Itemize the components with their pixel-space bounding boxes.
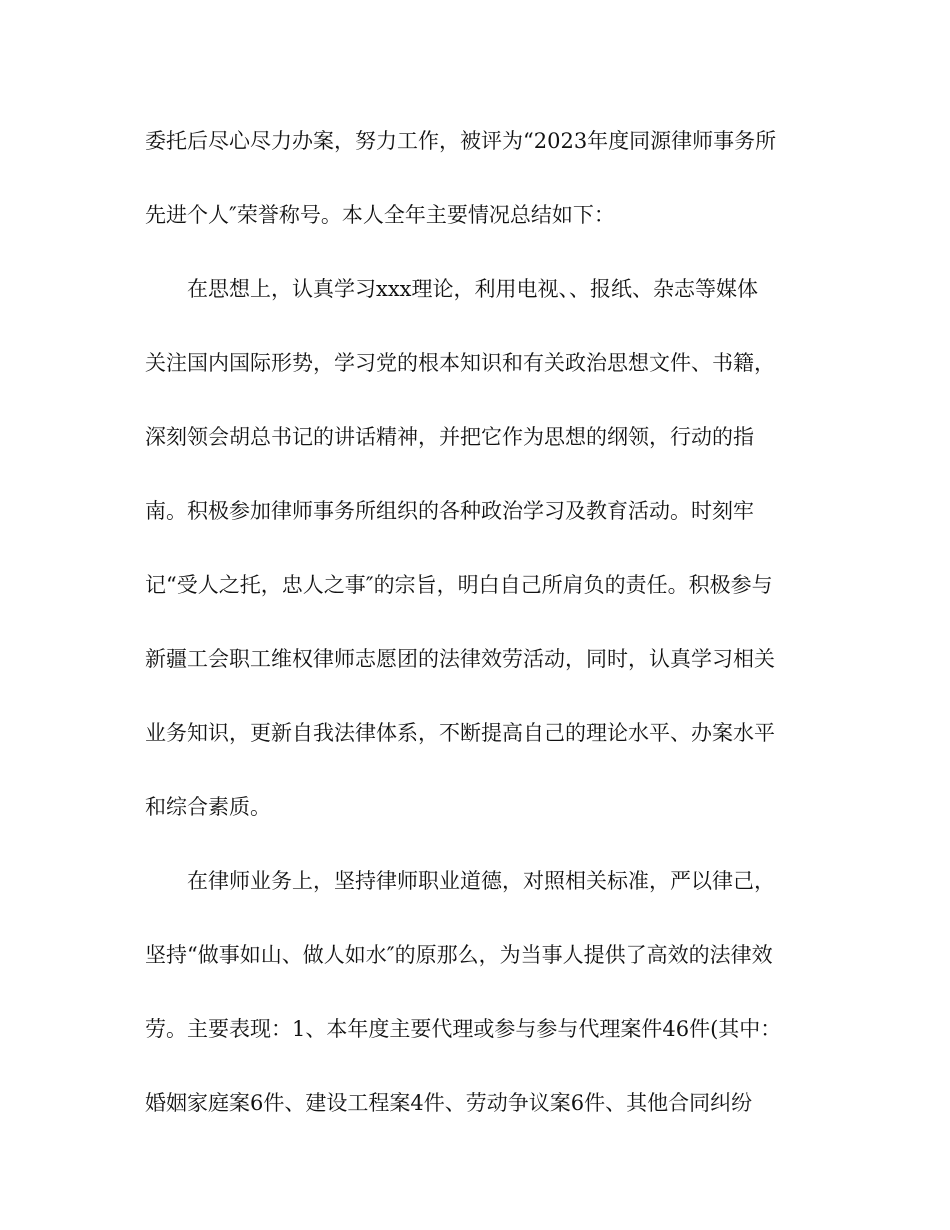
paragraph-line: 坚持“做事如山、做人如水″的原那么，为当事人提供了高效的法律效 <box>145 943 773 967</box>
paragraph-line: 和综合素质。 <box>145 795 271 819</box>
paragraph-line: 在思想上，认真学习xxx理论，利用电视、、报纸、杂志等媒体 <box>187 277 759 301</box>
paragraph-line: 在律师业务上，坚持律师职业道德，对照相关标准，严以律己， <box>187 869 775 893</box>
paragraph-line: 先进个人″荣誉称号。本人全年主要情况总结如下： <box>145 203 615 227</box>
paragraph-line: 业务知识，更新自我法律体系，不断提高自己的理论水平、办案水平 <box>145 721 775 745</box>
paragraph-line: 关注国内国际形势，学习党的根本知识和有关政治思想文件、书籍， <box>145 351 775 375</box>
paragraph-line: 记“受人之托，忠人之事″的宗旨，明白自己所肩负的责任。积极参与 <box>145 573 773 597</box>
paragraph-line: 南。积极参加律师事务所组织的各种政治学习及教育活动。时刻牢 <box>145 499 754 523</box>
paragraph-line: 劳。主要表现：1、本年度主要代理或参与参与代理案件46件(其中： <box>145 1017 782 1041</box>
paragraph-line: 深刻领会胡总书记的讲话精神，并把它作为思想的纲领，行动的指 <box>145 425 754 449</box>
paragraph-line: 婚姻家庭案6件、建设工程案4件、劳动争议案6件、其他合同纠纷 <box>145 1091 753 1115</box>
paragraph-line: 新疆工会职工维权律师志愿团的法律效劳活动，同时，认真学习相关 <box>145 647 775 671</box>
paragraph-line: 委托后尽心尽力办案，努力工作，被评为“2023年度同源律师事务所 <box>145 129 777 153</box>
